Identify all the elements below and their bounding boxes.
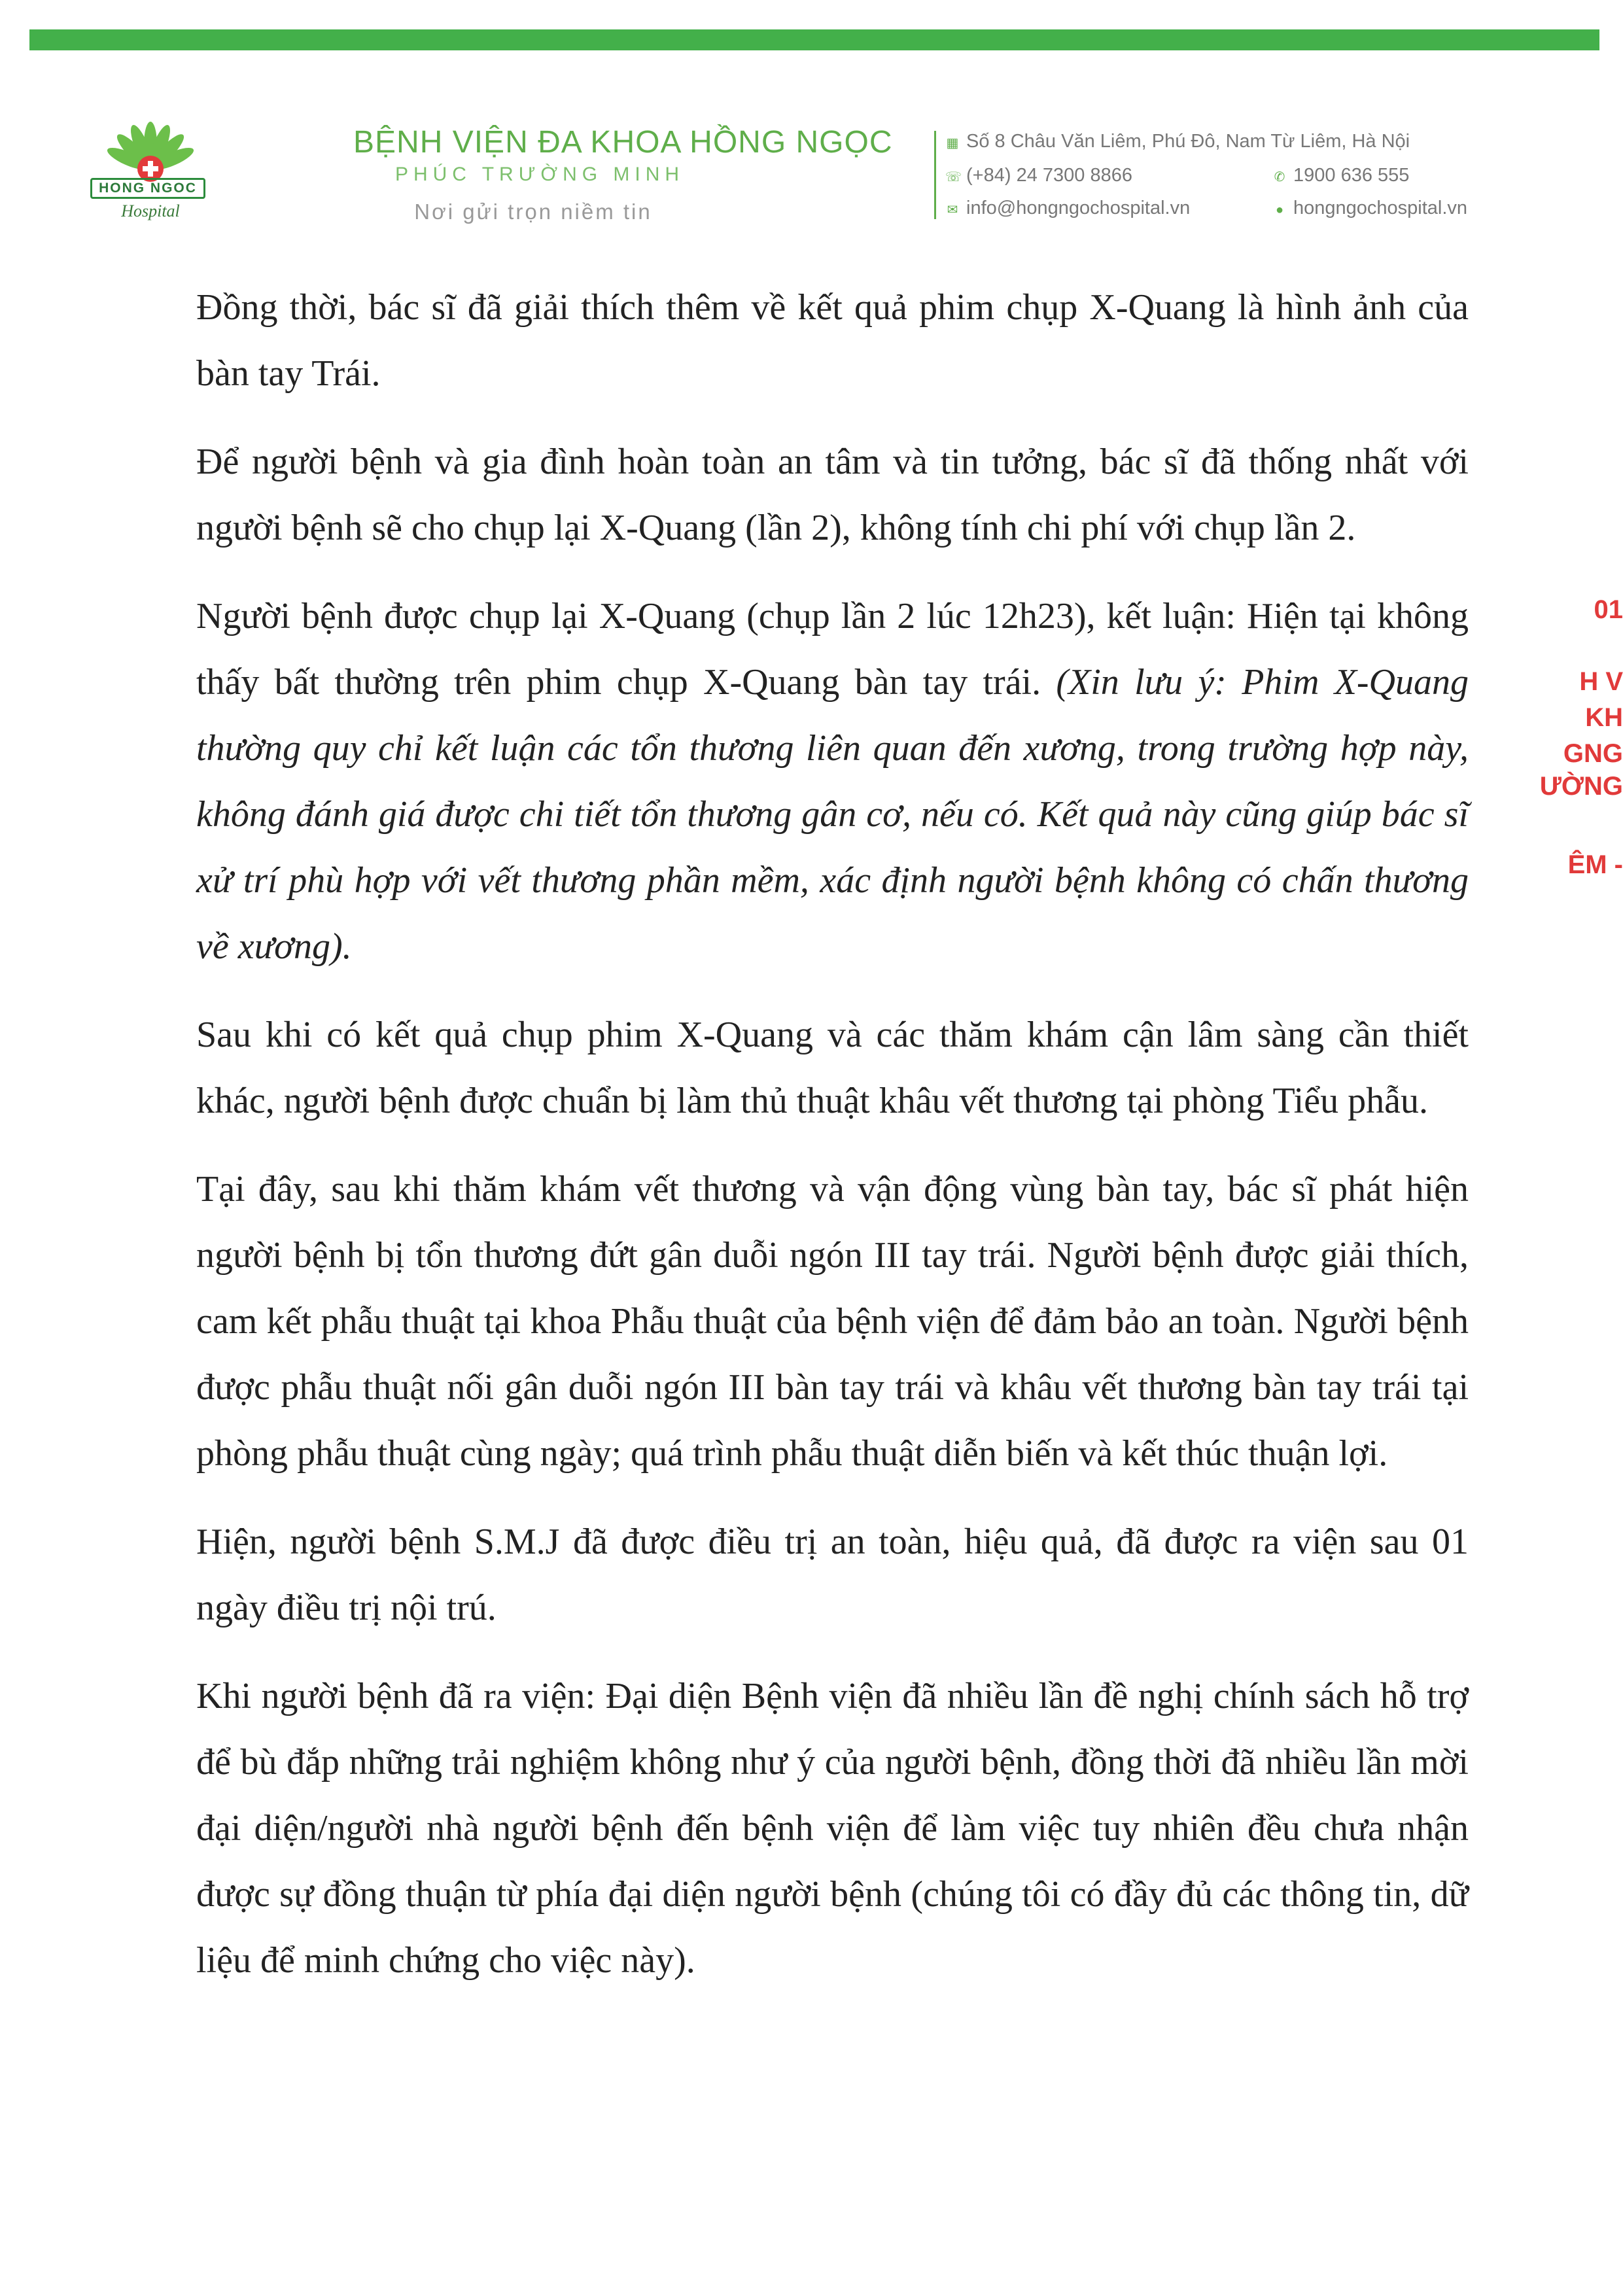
hospital-slogan: Nơi gửi trọn niềm tin xyxy=(414,200,652,224)
stamp-text: KH xyxy=(1585,703,1623,732)
paragraph xyxy=(196,583,1469,980)
website-text: hongngochospital.vn xyxy=(1293,198,1468,218)
logo-name: HONG NGOC xyxy=(90,178,205,199)
contact-phone xyxy=(945,165,1132,186)
contact-address xyxy=(945,131,1410,152)
email-icon: ✉ xyxy=(947,203,958,217)
paragraph: Tại đây, sau khi thăm khám vết thương và vận động vùng bàn tay, bác sĩ phát hiện người bệnh bị tổn thương đứt gân duỗi ngón III tay trái. Người bệnh được giải thích, cam kết phẫu thuật tại khoa Phẫu thuật của bệnh viện để đảm bảo an toàn. Người bệnh được phẫu thuật nối gân duỗi ngón III bàn tay trái và khâu vết thương bàn tay trái tại phòng phẫu thuật cùng ngày; quá trình phẫu thuật diễn biến và kết thúc thuận lợi. xyxy=(196,1169,1469,1474)
hospital-logo xyxy=(79,118,229,235)
hospital-subtitle: PHÚC TRƯỜNG MINH xyxy=(394,164,685,185)
contact-email xyxy=(945,198,1190,219)
header-divider xyxy=(934,131,936,219)
hospital-name: BỆNH VIỆN ĐA KHOA HỒNG NGỌC xyxy=(353,125,893,160)
phone-text: (+84) 24 7300 8866 xyxy=(966,165,1132,186)
stamp-text: GNG xyxy=(1563,739,1623,768)
stamp-text: ÊM - xyxy=(1567,850,1623,879)
red-stamp-edge xyxy=(1539,576,1623,903)
logo-sub: Hospital xyxy=(121,201,180,220)
email-text: info@hongngochospital.vn xyxy=(966,198,1191,218)
note-italic: (Xin lưu ý: Phim X-Quang thường quy chỉ kết luận các tổn thương liên quan đến xương, trong trường hợp này, không đánh giá được chi tiết tổn thương gân cơ, nếu có. Kết quả này cũng giúp bác sĩ xử trí phù hợp với vết thương phần mềm, xác định người bệnh không có chấn thương về xương). xyxy=(196,662,1469,967)
building-icon: ▦ xyxy=(946,136,959,150)
globe-icon: ● xyxy=(1275,203,1284,217)
hotline-text: 1900 636 555 xyxy=(1293,165,1410,186)
paragraph: Hiện, người bệnh S.M.J đã được điều trị an toàn, hiệu quả, đã được ra viện sau 01 ngày điều trị nội trú. xyxy=(196,1522,1469,1628)
stamp-text: ƯỜNG xyxy=(1539,772,1623,801)
phone-icon: ☏ xyxy=(945,170,962,184)
lotus-icon xyxy=(79,118,229,183)
paragraph: Sau khi có kết quả chụp phim X-Quang và các thăm khám cận lâm sàng cần thiết khác, người bệnh được chuẩn bị làm thủ thuật khâu vết thương tại phòng Tiểu phẫu. xyxy=(196,1015,1469,1121)
address-text: Số 8 Châu Văn Liêm, Phú Đô, Nam Từ Liêm, Hà Nội xyxy=(966,131,1410,152)
paragraph: Đồng thời, bác sĩ đã giải thích thêm về kết quả phim chụp X-Quang là hình ảnh của bàn tay Trái. xyxy=(196,287,1469,394)
letter-body xyxy=(196,275,1469,2016)
contact-hotline xyxy=(1272,165,1409,186)
paragraph: Để người bệnh và gia đình hoàn toàn an tâm và tin tưởng, bác sĩ đã thống nhất với người bệnh sẽ cho chụp lại X-Quang (lần 2), không tính chi phí với chụp lần 2. xyxy=(196,442,1469,548)
top-green-bar xyxy=(29,29,1599,50)
contact-website xyxy=(1272,198,1467,219)
stamp-text: 01 xyxy=(1594,595,1623,624)
hotline-icon: ✆ xyxy=(1274,170,1285,184)
paragraph-text: Người bệnh được chụp lại X-Quang (chụp lần 2 lúc 12h23), kết luận: Hiện tại không thấy bất thường trên phim chụp X-Quang bàn tay trái. xyxy=(196,596,1469,703)
stamp-text: H V xyxy=(1579,667,1623,696)
paragraph: Khi người bệnh đã ra viện: Đại diện Bệnh viện đã nhiều lần đề nghị chính sách hỗ trợ để bù đắp những trải nghiệm không như ý của người bệnh, đồng thời đã nhiều lần mời đại diện/người nhà người bệnh đến bệnh viện để làm việc tuy nhiên đều chưa nhận được sự đồng thuận từ phía đại diện người bệnh (chúng tôi có đầy đủ các thông tin, dữ liệu để minh chứng cho việc này). xyxy=(196,1676,1469,1981)
